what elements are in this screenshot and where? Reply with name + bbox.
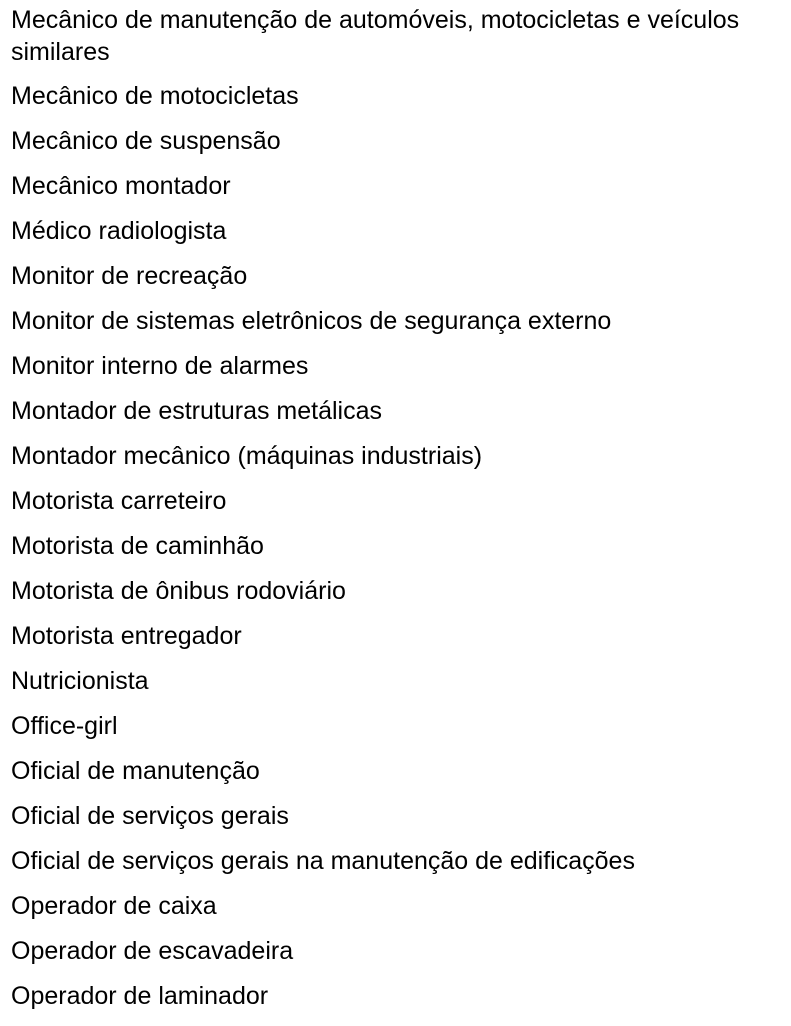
- list-item: Mecânico de manutenção de automóveis, motocicletas e veículos similares: [11, 6, 740, 66]
- list-item: Médico radiologista: [11, 217, 227, 245]
- list-item: Monitor de sistemas eletrônicos de segurança externo: [11, 307, 612, 335]
- list-item: Motorista de caminhão: [11, 532, 264, 560]
- list-item: Mecânico de suspensão: [11, 127, 281, 155]
- list-item: Monitor de recreação: [11, 262, 248, 290]
- list-item: Operador de escavadeira: [11, 937, 294, 965]
- list-item: Oficial de serviços gerais na manutenção de edificações: [11, 847, 635, 875]
- list-item: Nutricionista: [11, 667, 149, 695]
- list-item: Oficial de manutenção: [11, 757, 260, 785]
- list-item: Mecânico montador: [11, 172, 231, 200]
- occupation-list: [11, 4, 781, 1026]
- list-item: Office-girl: [11, 712, 118, 740]
- list-item: Motorista carreteiro: [11, 487, 227, 515]
- list-item: Montador de estruturas metálicas: [11, 397, 383, 425]
- list-item: Montador mecânico (máquinas industriais): [11, 442, 483, 470]
- list-item: Motorista de ônibus rodoviário: [11, 577, 346, 605]
- list-item: Oficial de serviços gerais: [11, 802, 289, 830]
- list-item: Operador de caixa: [11, 892, 217, 920]
- list-item: Operador de laminador: [11, 982, 269, 1010]
- list-item: Monitor interno de alarmes: [11, 352, 309, 380]
- list-item: Motorista entregador: [11, 622, 242, 650]
- list-item: Mecânico de motocicletas: [11, 82, 299, 110]
